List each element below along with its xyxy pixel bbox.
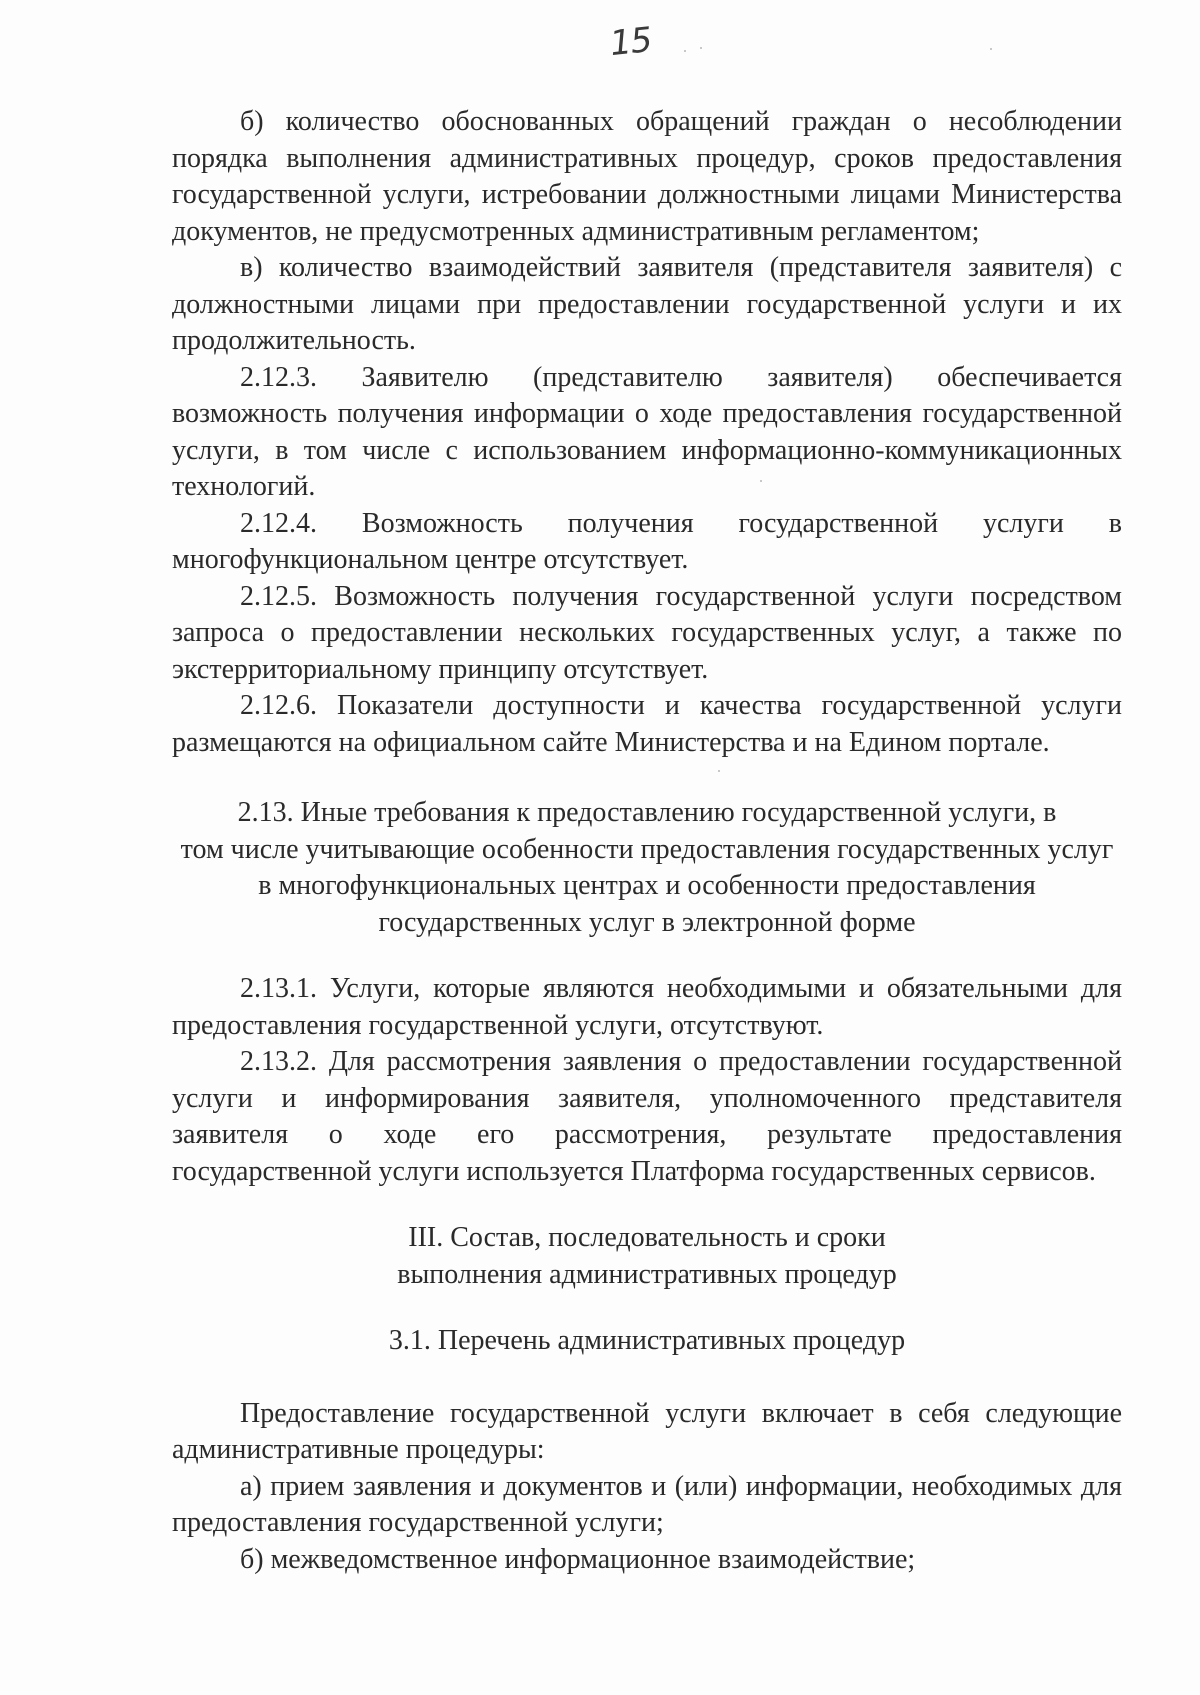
spacer [172,1360,1122,1396]
spacer [172,1190,1122,1220]
document-body [172,104,1122,1578]
heading-line: в многофункциональных центрах и особенности предоставления [258,870,1036,901]
spacer [172,1293,1122,1323]
page-number: 15 [608,19,654,65]
spacer [172,941,1122,971]
section-heading-3-1: 3.1. Перечень административных процедур [388,1325,906,1356]
scan-speck [700,47,702,49]
heading-line: III. Состав, последовательность и сроки [408,1222,886,1253]
paragraph-2-12-6: 2.12.6. Показатели доступности и качества государственной услуги размещаются на официальном сайте Министерства и на Едином портале. [172,690,1122,758]
paragraph-2-12-3: 2.12.3. Заявителю (представителю заявителя) обеспечивается возможность получения информации о ходе предоставления государственной услуги, в том числе с использованием информационно-коммуникационных технологий. [172,361,1122,502]
paragraph-2-13-2: 2.13.2. Для рассмотрения заявления о предоставлении государственной услуги и информирования заявителя, уполномоченного представителя заявителя о ходе его рассмотрения, результате предоставления государственной услуги используется Платформа государственных сервисов. [172,1046,1122,1187]
heading-line: государственных услуг в электронной форме [378,906,916,938]
paragraph-3-1-a: а) прием заявления и документов и (или) информации, необходимых для предоставления государственной услуги; [172,1470,1122,1538]
spacer [172,761,1122,795]
scan-speck [990,48,992,50]
paragraph-3-1-intro: Предоставление государственной услуги включает в себя следующие административные процедуры: [172,1397,1122,1465]
section-heading-2-13 [172,795,1122,941]
paragraph-2-13-1: 2.13.1. Услуги, которые являются необходимыми и обязательными для предоставления государственной услуги, отсутствуют. [172,973,1122,1041]
paragraph-2-12-5: 2.12.5. Возможность получения государственной услуги посредством запроса о предоставлении нескольких государственных услуг, а также по экстерриториальному принципу отсутствует. [172,580,1122,685]
paragraph-2-12-b: б) количество обоснованных обращений граждан о несоблюдении порядка выполнения административных процедур, сроков предоставления государственной услуги, истребовании должностными лицами Министерства документов, не предусмотренных административным регламентом; [172,106,1122,247]
paragraph-2-12-v: в) количество взаимодействий заявителя (представителя заявителя) с должностными лицами при предоставлении государственной услуги и их продолжительность. [172,252,1122,356]
chapter-heading-3 [172,1220,1122,1293]
heading-line: том числе учитывающие особенности предоставления государственных услуг [180,833,1114,865]
heading-line: 2.13. Иные требования к предоставлению государственной услуги, в [237,797,1057,828]
heading-line: выполнения административных процедур [397,1258,897,1290]
paragraph-3-1-b: б) межведомственное информационное взаимодействие; [240,1543,916,1575]
scan-speck [684,50,686,52]
paragraph-2-12-4: 2.12.4. Возможность получения государственной услуги в многофункциональном центре отсутствует. [172,507,1122,575]
